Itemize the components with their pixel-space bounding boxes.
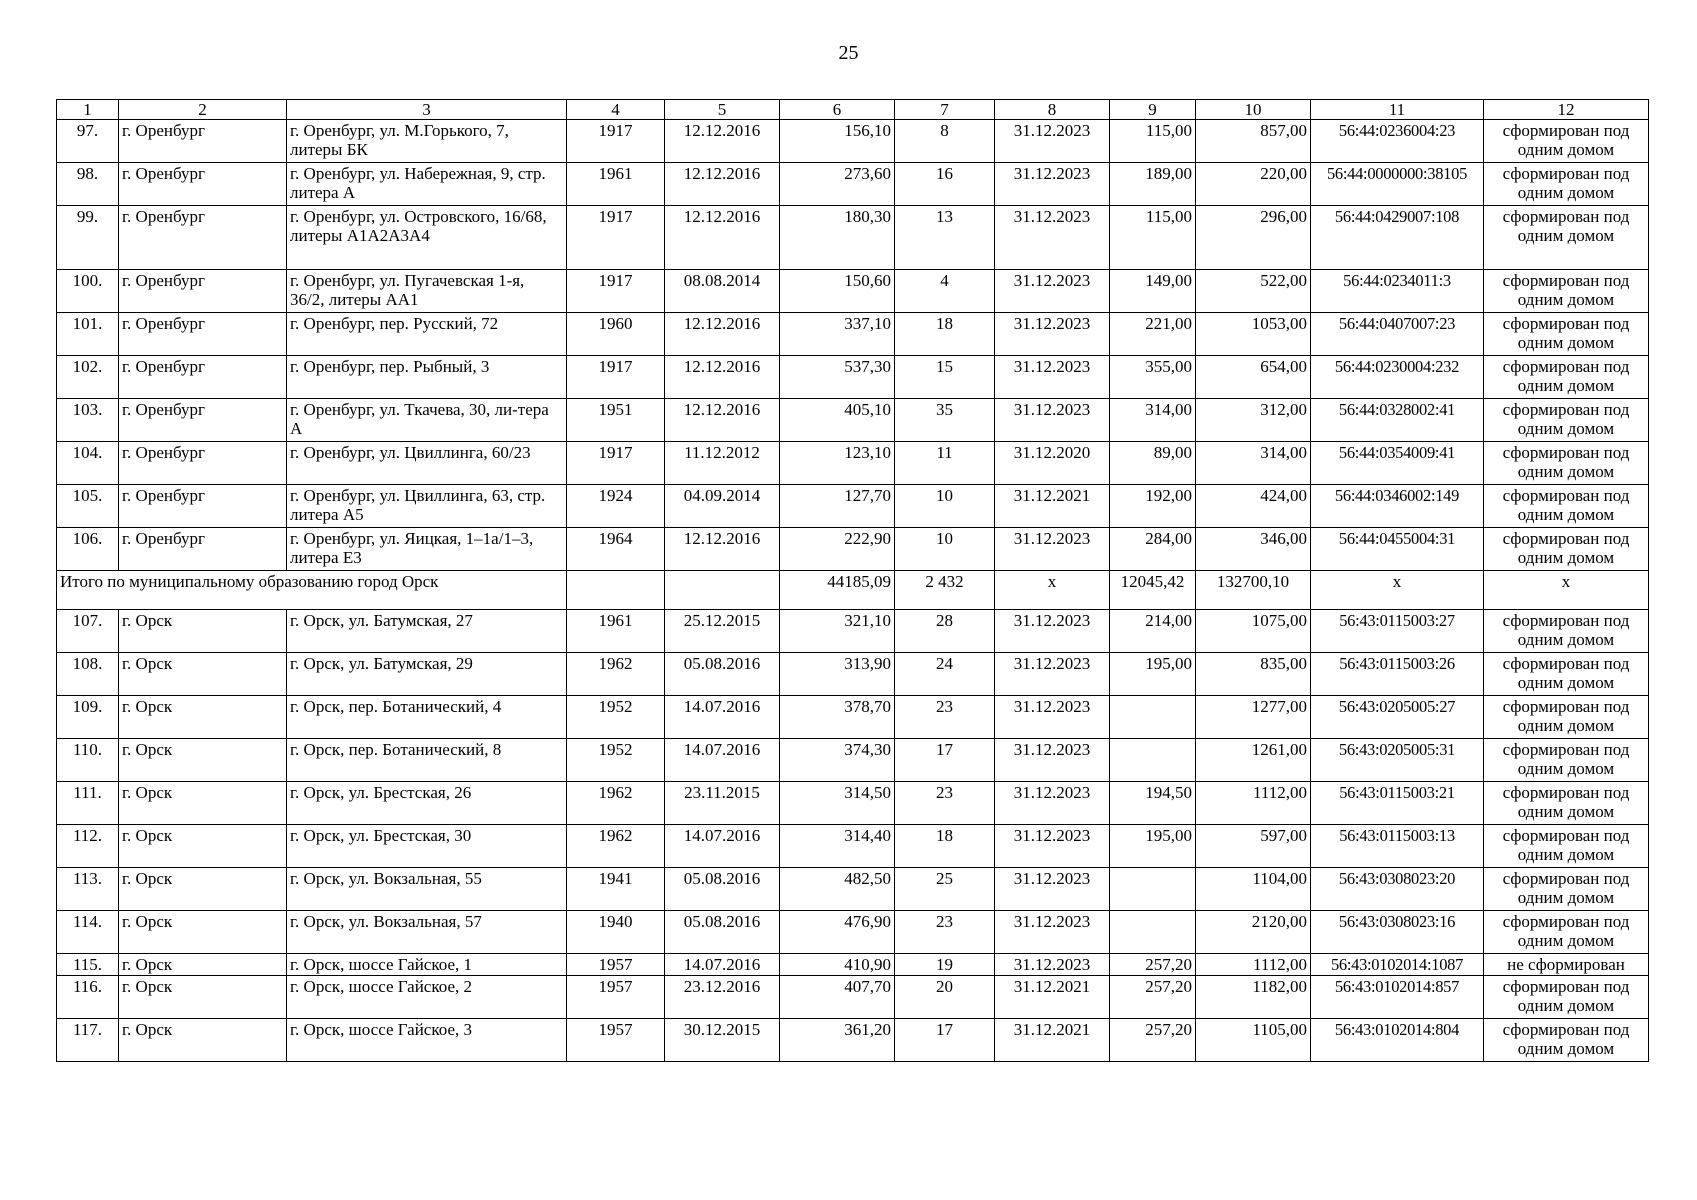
land-status-cell: сформирован под одним домом [1484, 399, 1649, 442]
table-row [57, 270, 1649, 313]
row-number: 101. [57, 313, 119, 356]
cadastral-number-cell: 56:43:0115003:21 [1311, 782, 1484, 825]
address-cell: г. Орск, пер. Ботанический, 8 [287, 739, 567, 782]
municipality-cell: г. Оренбург [119, 399, 287, 442]
recognition-date-cell: 14.07.2016 [665, 739, 780, 782]
municipality-cell: г. Орск [119, 696, 287, 739]
land-area-cell: 189,00 [1110, 163, 1196, 206]
deadline-cell: 31.12.2023 [995, 270, 1110, 313]
subtotal-land-area: 12045,42 [1110, 571, 1196, 610]
table-row [57, 976, 1649, 1019]
land-status-cell: сформирован под одним домом [1484, 120, 1649, 163]
residents-cell: 25 [895, 868, 995, 911]
table-row [57, 610, 1649, 653]
table-row [57, 782, 1649, 825]
cadastral-number-cell: 56:43:0102014:857 [1311, 976, 1484, 1019]
value-cell: 1105,00 [1196, 1019, 1311, 1062]
cadastral-number-cell: 56:44:0230004:232 [1311, 356, 1484, 399]
residents-cell: 35 [895, 399, 995, 442]
residents-cell: 8 [895, 120, 995, 163]
area-cell: 313,90 [780, 653, 895, 696]
area-cell: 378,70 [780, 696, 895, 739]
land-status-cell: сформирован под одним домом [1484, 911, 1649, 954]
year-cell: 1917 [567, 442, 665, 485]
table-row [57, 120, 1649, 163]
land-status-cell: сформирован под одним домом [1484, 653, 1649, 696]
row-number: 104. [57, 442, 119, 485]
area-cell: 127,70 [780, 485, 895, 528]
area-cell: 156,10 [780, 120, 895, 163]
cadastral-number-cell: 56:43:0102014:804 [1311, 1019, 1484, 1062]
residents-cell: 28 [895, 610, 995, 653]
land-status-cell: сформирован под одним домом [1484, 696, 1649, 739]
land-area-cell: 257,20 [1110, 954, 1196, 976]
deadline-cell: 31.12.2023 [995, 739, 1110, 782]
address-cell: г. Орск, ул. Батумская, 29 [287, 653, 567, 696]
address-cell: г. Оренбург, ул. Ткачева, 30, ли-тера А [287, 399, 567, 442]
subtotal-area: 44185,09 [780, 571, 895, 610]
land-area-cell: 221,00 [1110, 313, 1196, 356]
value-cell: 1261,00 [1196, 739, 1311, 782]
year-cell: 1951 [567, 399, 665, 442]
column-number: 2 [119, 100, 287, 120]
area-cell: 482,50 [780, 868, 895, 911]
municipality-cell: г. Оренбург [119, 442, 287, 485]
cadastral-number-cell: 56:44:0346002:149 [1311, 485, 1484, 528]
column-number: 6 [780, 100, 895, 120]
year-cell: 1962 [567, 653, 665, 696]
cadastral-number-cell: 56:44:0000000:38105 [1311, 163, 1484, 206]
deadline-cell: 31.12.2023 [995, 206, 1110, 270]
row-number: 116. [57, 976, 119, 1019]
cadastral-number-cell: 56:44:0328002:41 [1311, 399, 1484, 442]
deadline-cell: 31.12.2023 [995, 120, 1110, 163]
recognition-date-cell: 14.07.2016 [665, 954, 780, 976]
municipality-cell: г. Оренбург [119, 485, 287, 528]
residents-cell: 18 [895, 313, 995, 356]
column-number: 12 [1484, 100, 1649, 120]
cadastral-number-cell: 56:43:0115003:27 [1311, 610, 1484, 653]
row-number: 103. [57, 399, 119, 442]
address-cell: г. Оренбург, ул. Набережная, 9, стр. литера А [287, 163, 567, 206]
table-row [57, 485, 1649, 528]
subtotal-cadastral: х [1311, 571, 1484, 610]
column-number: 9 [1110, 100, 1196, 120]
table-row [57, 696, 1649, 739]
address-cell: г. Оренбург, ул. Цвиллинга, 63, стр. литера А5 [287, 485, 567, 528]
year-cell: 1962 [567, 825, 665, 868]
row-number: 114. [57, 911, 119, 954]
municipality-cell: г. Орск [119, 954, 287, 976]
cadastral-number-cell: 56:44:0236004:23 [1311, 120, 1484, 163]
deadline-cell: 31.12.2023 [995, 868, 1110, 911]
municipality-cell: г. Оренбург [119, 528, 287, 571]
cadastral-number-cell: 56:43:0102014:1087 [1311, 954, 1484, 976]
area-cell: 321,10 [780, 610, 895, 653]
subtotal-label: Итого по муниципальному образованию город Орск [57, 571, 567, 610]
area-cell: 180,30 [780, 206, 895, 270]
area-cell: 314,40 [780, 825, 895, 868]
address-cell: г. Орск, ул. Брестская, 26 [287, 782, 567, 825]
area-cell: 222,90 [780, 528, 895, 571]
recognition-date-cell: 04.09.2014 [665, 485, 780, 528]
municipality-cell: г. Орск [119, 653, 287, 696]
land-area-cell: 192,00 [1110, 485, 1196, 528]
land-area-cell: 195,00 [1110, 825, 1196, 868]
area-cell: 314,50 [780, 782, 895, 825]
row-number: 97. [57, 120, 119, 163]
area-cell: 410,90 [780, 954, 895, 976]
land-area-cell [1110, 868, 1196, 911]
year-cell: 1957 [567, 976, 665, 1019]
row-number: 109. [57, 696, 119, 739]
area-cell: 407,70 [780, 976, 895, 1019]
subtotal-deadline: х [995, 571, 1110, 610]
address-cell: г. Орск, ул. Вокзальная, 55 [287, 868, 567, 911]
residents-cell: 16 [895, 163, 995, 206]
land-area-cell: 284,00 [1110, 528, 1196, 571]
recognition-date-cell: 05.08.2016 [665, 653, 780, 696]
deadline-cell: 31.12.2023 [995, 696, 1110, 739]
deadline-cell: 31.12.2021 [995, 485, 1110, 528]
table-row [57, 653, 1649, 696]
municipality-cell: г. Орск [119, 739, 287, 782]
cadastral-number-cell: 56:43:0308023:20 [1311, 868, 1484, 911]
land-status-cell: сформирован под одним домом [1484, 270, 1649, 313]
row-number: 110. [57, 739, 119, 782]
land-status-cell: сформирован под одним домом [1484, 782, 1649, 825]
area-cell: 537,30 [780, 356, 895, 399]
table-row [57, 911, 1649, 954]
land-area-cell: 89,00 [1110, 442, 1196, 485]
value-cell: 597,00 [1196, 825, 1311, 868]
address-cell: г. Орск, шоссе Гайское, 1 [287, 954, 567, 976]
municipality-cell: г. Орск [119, 976, 287, 1019]
area-cell: 337,10 [780, 313, 895, 356]
land-area-cell: 194,50 [1110, 782, 1196, 825]
year-cell: 1917 [567, 120, 665, 163]
row-number: 115. [57, 954, 119, 976]
table-row [57, 825, 1649, 868]
row-number: 108. [57, 653, 119, 696]
table-row [57, 868, 1649, 911]
address-cell: г. Оренбург, пер. Русский, 72 [287, 313, 567, 356]
year-cell: 1957 [567, 954, 665, 976]
subtotal-value: 132700,10 [1196, 571, 1311, 610]
land-area-cell: 314,00 [1110, 399, 1196, 442]
residents-cell: 23 [895, 696, 995, 739]
land-area-cell: 195,00 [1110, 653, 1196, 696]
recognition-date-cell: 14.07.2016 [665, 825, 780, 868]
value-cell: 857,00 [1196, 120, 1311, 163]
residents-cell: 13 [895, 206, 995, 270]
address-cell: г. Орск, пер. Ботанический, 4 [287, 696, 567, 739]
area-cell: 476,90 [780, 911, 895, 954]
municipality-cell: г. Оренбург [119, 120, 287, 163]
table-row [57, 442, 1649, 485]
deadline-cell: 31.12.2023 [995, 653, 1110, 696]
address-cell: г. Оренбург, ул. Яицкая, 1–1а/1–3, литера Е3 [287, 528, 567, 571]
recognition-date-cell: 12.12.2016 [665, 163, 780, 206]
empty-cell [665, 571, 780, 610]
land-area-cell: 257,20 [1110, 976, 1196, 1019]
year-cell: 1940 [567, 911, 665, 954]
column-number: 10 [1196, 100, 1311, 120]
municipality-cell: г. Оренбург [119, 163, 287, 206]
value-cell: 1182,00 [1196, 976, 1311, 1019]
column-number: 3 [287, 100, 567, 120]
residents-cell: 24 [895, 653, 995, 696]
cadastral-number-cell: 56:44:0354009:41 [1311, 442, 1484, 485]
row-number: 107. [57, 610, 119, 653]
address-cell: г. Оренбург, ул. Цвиллинга, 60/23 [287, 442, 567, 485]
deadline-cell: 31.12.2023 [995, 782, 1110, 825]
deadline-cell: 31.12.2023 [995, 825, 1110, 868]
row-number: 99. [57, 206, 119, 270]
municipality-cell: г. Оренбург [119, 270, 287, 313]
housing-registry-table [56, 99, 1649, 1062]
value-cell: 296,00 [1196, 206, 1311, 270]
row-number: 113. [57, 868, 119, 911]
land-status-cell: сформирован под одним домом [1484, 976, 1649, 1019]
deadline-cell: 31.12.2020 [995, 442, 1110, 485]
land-status-cell: сформирован под одним домом [1484, 868, 1649, 911]
year-cell: 1964 [567, 528, 665, 571]
year-cell: 1924 [567, 485, 665, 528]
recognition-date-cell: 05.08.2016 [665, 868, 780, 911]
row-number: 102. [57, 356, 119, 399]
value-cell: 1075,00 [1196, 610, 1311, 653]
address-cell: г. Оренбург, ул. Пугачевская 1-я, 36/2, литеры АА1 [287, 270, 567, 313]
land-status-cell: сформирован под одним домом [1484, 313, 1649, 356]
table-row [57, 313, 1649, 356]
land-status-cell: сформирован под одним домом [1484, 442, 1649, 485]
residents-cell: 11 [895, 442, 995, 485]
municipality-cell: г. Орск [119, 1019, 287, 1062]
municipality-cell: г. Орск [119, 782, 287, 825]
municipality-cell: г. Оренбург [119, 313, 287, 356]
table-row [57, 1019, 1649, 1062]
area-cell: 150,60 [780, 270, 895, 313]
area-cell: 361,20 [780, 1019, 895, 1062]
table-row [57, 206, 1649, 270]
row-number: 112. [57, 825, 119, 868]
row-number: 98. [57, 163, 119, 206]
land-status-cell: сформирован под одним домом [1484, 528, 1649, 571]
municipality-cell: г. Орск [119, 911, 287, 954]
value-cell: 522,00 [1196, 270, 1311, 313]
value-cell: 1112,00 [1196, 954, 1311, 976]
column-number: 4 [567, 100, 665, 120]
residents-cell: 23 [895, 911, 995, 954]
land-area-cell [1110, 911, 1196, 954]
land-status-cell: сформирован под одним домом [1484, 739, 1649, 782]
cadastral-number-cell: 56:44:0234011:3 [1311, 270, 1484, 313]
value-cell: 835,00 [1196, 653, 1311, 696]
table-row [57, 954, 1649, 976]
municipality-cell: г. Орск [119, 825, 287, 868]
cadastral-number-cell: 56:44:0407007:23 [1311, 313, 1484, 356]
residents-cell: 17 [895, 739, 995, 782]
area-cell: 273,60 [780, 163, 895, 206]
recognition-date-cell: 05.08.2016 [665, 911, 780, 954]
table-row [57, 528, 1649, 571]
address-cell: г. Оренбург, ул. М.Горького, 7, литеры БК [287, 120, 567, 163]
area-cell: 374,30 [780, 739, 895, 782]
cadastral-number-cell: 56:43:0205005:31 [1311, 739, 1484, 782]
land-area-cell [1110, 739, 1196, 782]
year-cell: 1917 [567, 270, 665, 313]
subtotal-residents: 2 432 [895, 571, 995, 610]
deadline-cell: 31.12.2023 [995, 163, 1110, 206]
value-cell: 312,00 [1196, 399, 1311, 442]
municipality-cell: г. Оренбург [119, 356, 287, 399]
residents-cell: 10 [895, 528, 995, 571]
land-area-cell: 214,00 [1110, 610, 1196, 653]
residents-cell: 23 [895, 782, 995, 825]
column-number: 8 [995, 100, 1110, 120]
year-cell: 1952 [567, 696, 665, 739]
land-status-cell: сформирован под одним домом [1484, 485, 1649, 528]
recognition-date-cell: 25.12.2015 [665, 610, 780, 653]
address-cell: г. Орск, ул. Брестская, 30 [287, 825, 567, 868]
cadastral-number-cell: 56:43:0115003:26 [1311, 653, 1484, 696]
deadline-cell: 31.12.2023 [995, 954, 1110, 976]
municipality-cell: г. Оренбург [119, 206, 287, 270]
value-cell: 2120,00 [1196, 911, 1311, 954]
row-number: 117. [57, 1019, 119, 1062]
deadline-cell: 31.12.2023 [995, 313, 1110, 356]
empty-cell [567, 571, 665, 610]
row-number: 100. [57, 270, 119, 313]
deadline-cell: 31.12.2023 [995, 399, 1110, 442]
residents-cell: 17 [895, 1019, 995, 1062]
page-number: 25 [838, 42, 859, 64]
residents-cell: 10 [895, 485, 995, 528]
residents-cell: 19 [895, 954, 995, 976]
row-number: 105. [57, 485, 119, 528]
deadline-cell: 31.12.2023 [995, 528, 1110, 571]
recognition-date-cell: 12.12.2016 [665, 206, 780, 270]
recognition-date-cell: 14.07.2016 [665, 696, 780, 739]
residents-cell: 15 [895, 356, 995, 399]
table-row [57, 356, 1649, 399]
land-area-cell: 115,00 [1110, 206, 1196, 270]
value-cell: 654,00 [1196, 356, 1311, 399]
recognition-date-cell: 11.12.2012 [665, 442, 780, 485]
deadline-cell: 31.12.2021 [995, 976, 1110, 1019]
year-cell: 1917 [567, 356, 665, 399]
year-cell: 1962 [567, 782, 665, 825]
column-number: 11 [1311, 100, 1484, 120]
value-cell: 220,00 [1196, 163, 1311, 206]
value-cell: 1277,00 [1196, 696, 1311, 739]
recognition-date-cell: 23.11.2015 [665, 782, 780, 825]
land-status-cell: сформирован под одним домом [1484, 356, 1649, 399]
recognition-date-cell: 30.12.2015 [665, 1019, 780, 1062]
residents-cell: 4 [895, 270, 995, 313]
land-area-cell [1110, 696, 1196, 739]
land-status-cell: не сформирован [1484, 954, 1649, 976]
cadastral-number-cell: 56:44:0429007:108 [1311, 206, 1484, 270]
cadastral-number-cell: 56:44:0455004:31 [1311, 528, 1484, 571]
deadline-cell: 31.12.2023 [995, 911, 1110, 954]
column-number-row [57, 100, 1649, 120]
recognition-date-cell: 12.12.2016 [665, 528, 780, 571]
address-cell: г. Оренбург, пер. Рыбный, 3 [287, 356, 567, 399]
land-area-cell: 149,00 [1110, 270, 1196, 313]
land-area-cell: 115,00 [1110, 120, 1196, 163]
residents-cell: 20 [895, 976, 995, 1019]
year-cell: 1941 [567, 868, 665, 911]
area-cell: 405,10 [780, 399, 895, 442]
table-row [57, 399, 1649, 442]
land-status-cell: сформирован под одним домом [1484, 206, 1649, 270]
value-cell: 1112,00 [1196, 782, 1311, 825]
value-cell: 314,00 [1196, 442, 1311, 485]
year-cell: 1952 [567, 739, 665, 782]
column-number: 1 [57, 100, 119, 120]
residents-cell: 18 [895, 825, 995, 868]
land-area-cell: 355,00 [1110, 356, 1196, 399]
address-cell: г. Орск, ул. Батумская, 27 [287, 610, 567, 653]
recognition-date-cell: 08.08.2014 [665, 270, 780, 313]
table-row [57, 163, 1649, 206]
deadline-cell: 31.12.2023 [995, 356, 1110, 399]
year-cell: 1957 [567, 1019, 665, 1062]
row-number: 106. [57, 528, 119, 571]
address-cell: г. Орск, шоссе Гайское, 3 [287, 1019, 567, 1062]
year-cell: 1960 [567, 313, 665, 356]
area-cell: 123,10 [780, 442, 895, 485]
address-cell: г. Оренбург, ул. Островского, 16/68, литеры А1А2А3А4 [287, 206, 567, 270]
value-cell: 424,00 [1196, 485, 1311, 528]
value-cell: 1104,00 [1196, 868, 1311, 911]
recognition-date-cell: 12.12.2016 [665, 120, 780, 163]
row-number: 111. [57, 782, 119, 825]
column-number: 7 [895, 100, 995, 120]
subtotal-status: х [1484, 571, 1649, 610]
deadline-cell: 31.12.2021 [995, 1019, 1110, 1062]
land-status-cell: сформирован под одним домом [1484, 1019, 1649, 1062]
municipality-cell: г. Орск [119, 868, 287, 911]
address-cell: г. Орск, ул. Вокзальная, 57 [287, 911, 567, 954]
recognition-date-cell: 23.12.2016 [665, 976, 780, 1019]
recognition-date-cell: 12.12.2016 [665, 313, 780, 356]
land-area-cell: 257,20 [1110, 1019, 1196, 1062]
cadastral-number-cell: 56:43:0115003:13 [1311, 825, 1484, 868]
cadastral-number-cell: 56:43:0205005:27 [1311, 696, 1484, 739]
land-status-cell: сформирован под одним домом [1484, 825, 1649, 868]
recognition-date-cell: 12.12.2016 [665, 399, 780, 442]
year-cell: 1961 [567, 163, 665, 206]
value-cell: 1053,00 [1196, 313, 1311, 356]
land-status-cell: сформирован под одним домом [1484, 163, 1649, 206]
cadastral-number-cell: 56:43:0308023:16 [1311, 911, 1484, 954]
table-row [57, 739, 1649, 782]
year-cell: 1961 [567, 610, 665, 653]
subtotal-row [57, 571, 1649, 610]
column-number: 5 [665, 100, 780, 120]
year-cell: 1917 [567, 206, 665, 270]
recognition-date-cell: 12.12.2016 [665, 356, 780, 399]
land-status-cell: сформирован под одним домом [1484, 610, 1649, 653]
value-cell: 346,00 [1196, 528, 1311, 571]
municipality-cell: г. Орск [119, 610, 287, 653]
deadline-cell: 31.12.2023 [995, 610, 1110, 653]
address-cell: г. Орск, шоссе Гайское, 2 [287, 976, 567, 1019]
